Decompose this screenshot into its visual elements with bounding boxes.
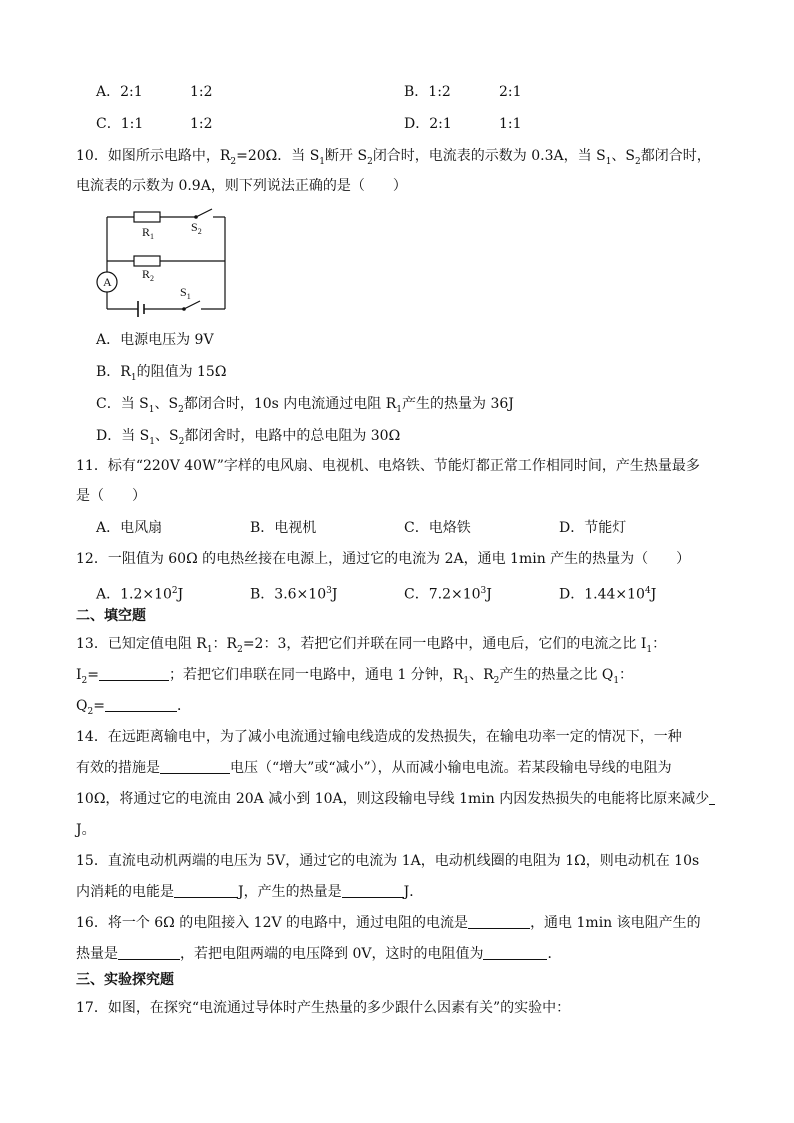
r1-label: $R_1$ bbox=[142, 225, 155, 241]
q11-option-a: A．电风扇 bbox=[96, 520, 163, 536]
q16-blank-1[interactable] bbox=[468, 914, 530, 929]
q14-blank-2[interactable] bbox=[709, 790, 715, 805]
q11-stem-line2: 是（ ） bbox=[76, 488, 146, 504]
q9-option-c: C．1:1 1:2 bbox=[96, 116, 213, 132]
q9-option-a: A．2:1 1:2 bbox=[96, 84, 213, 100]
q14-line4: J。 bbox=[76, 822, 96, 838]
section-heading-fill-in: 二、填空题 bbox=[76, 608, 146, 624]
q17-stem: 17．如图，在探究“电流通过导体时产生热量的多少跟什么因素有关”的实验中： bbox=[76, 1000, 571, 1016]
q11-option-b: B．电视机 bbox=[250, 520, 317, 536]
q12-option-a: A．$1.2\times 10^2J$ bbox=[96, 586, 184, 603]
resistor-r2 bbox=[134, 256, 160, 266]
q15-blank-1[interactable] bbox=[174, 883, 238, 898]
q11-stem-line1: 11．标有“220V 40W”字样的电风扇、电视机、电烙铁、节能灯都正常工作相同时间，产生热量最多 bbox=[76, 458, 700, 474]
section-heading-experiment: 三、实验探究题 bbox=[76, 972, 174, 988]
ammeter-label: A bbox=[103, 275, 112, 289]
q16-blank-2[interactable] bbox=[118, 945, 180, 960]
q11-option-d: D．节能灯 bbox=[559, 520, 627, 536]
q15-line2: 内消耗的电能是 J，产生的热量是 J． bbox=[76, 884, 424, 900]
q12-stem: 12．一阻值为 60Ω 的电热丝接在电源上，通过它的电流为 2A，通电 1min 产生的热量为（ ） bbox=[76, 551, 691, 567]
q16-line2: 热量是 ，若把电阻两端的电压降到 0V，这时的电阻值为 ． bbox=[76, 946, 562, 962]
q10-stem-line2: 电流表的示数为 0.9A，则下列说法正确的是（ ） bbox=[76, 178, 407, 194]
q14-blank-1[interactable] bbox=[160, 759, 230, 774]
q9-option-d: D．2:1 1:1 bbox=[404, 116, 522, 132]
q13-line3: $Q_2=$ ． bbox=[76, 698, 191, 717]
circuit-diagram bbox=[90, 206, 240, 318]
q12-option-d: D．$1.44\times 10^4J$ bbox=[559, 586, 657, 603]
r2-label: $R_2$ bbox=[142, 267, 155, 283]
resistor-r1 bbox=[134, 212, 160, 222]
q16-line1: 16．将一个 6Ω 的电阻接入 12V 的电路中，通过电阻的电流是 ，通电 1min 该电阻产生的 bbox=[76, 915, 701, 931]
q11-option-c: C．电烙铁 bbox=[404, 520, 471, 536]
q10-option-b: B．$R_1$的阻值为 15Ω bbox=[96, 364, 227, 383]
q12-option-c: C．$7.2\times 10^3J$ bbox=[404, 586, 492, 603]
q14-line3: 10Ω，将通过它的电流由 20A 减小到 10A，则这段输电导线 1min 内因发热损失的电能将比原来减少 bbox=[76, 789, 715, 809]
q13-blank-2[interactable] bbox=[105, 697, 177, 712]
q15-blank-2[interactable] bbox=[342, 883, 404, 898]
q14-line1: 14．在远距离输电中，为了减小电流通过输电线造成的发热损失，在输电功率一定的情况下，一种 bbox=[76, 729, 682, 745]
q13-line1: 13．已知定值电阻 $R_1$：$R_2=2$：3，若把它们并联在同一电路中，通电后，它们的电流之比 $I_1$： bbox=[76, 636, 667, 655]
q10-option-a: A．电源电压为 9V bbox=[96, 332, 214, 348]
q13-blank-1[interactable] bbox=[99, 666, 169, 681]
q10-option-c: C．当 $S_1$、$S_2$都闭合时，10s 内电流通过电阻 $R_1$产生的热量为 36J bbox=[96, 396, 514, 415]
q15-line1: 15．直流电动机两端的电压为 5V，通过它的电流为 1A，电动机线圈的电阻为 1Ω，则电动机在 10s bbox=[76, 853, 700, 869]
q16-blank-3[interactable] bbox=[483, 945, 547, 960]
q9-option-b: B．1:2 2:1 bbox=[404, 84, 522, 100]
q10-option-d: D．当 $S_1$、$S_2$都闭舍时，电路中的总电阻为 30Ω bbox=[96, 428, 401, 447]
q14-line2: 有效的措施是 电压（“增大”或“减小”），从而减小输电电流。若某段输电导线的电阻为 bbox=[76, 760, 672, 776]
q12-option-b: B．$3.6\times 10^3J$ bbox=[250, 586, 338, 603]
q10-stem-line1: 10．如图所示电路中，$R_2=20\Omega$．当 $S_1$断开 $S_2$闭合时，电流表的示数为 0.3A，当 $S_1$、$S_2$都闭合时， bbox=[76, 148, 711, 167]
q13-line2: $I_2=$ ；若把它们串联在同一电路中，通电 1 分钟，$R_1$、$R_2$产生的热量之比 $Q_1$： bbox=[76, 667, 634, 686]
s2-label: $S_2$ bbox=[191, 220, 202, 236]
s1-label: $S_1$ bbox=[180, 285, 191, 301]
